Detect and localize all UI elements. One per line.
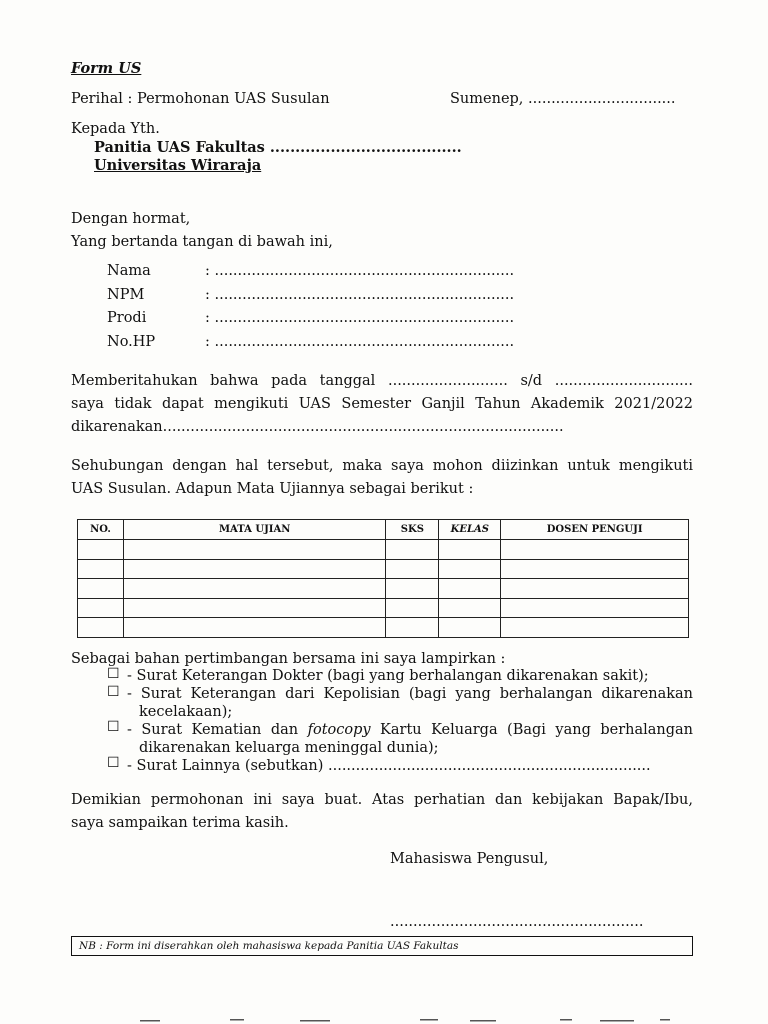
table-cell xyxy=(386,598,439,618)
table-cell xyxy=(123,540,385,560)
attachment-police-line2: kecelakaan); xyxy=(139,704,233,720)
table-row xyxy=(78,598,689,618)
field-value-prodi: : ................................................................. xyxy=(205,310,515,326)
para2-line2: UAS Susulan. Adapun Mata Ujiannya sebagai berikut : xyxy=(71,481,474,497)
table-cell xyxy=(123,618,385,638)
field-label-nama: Nama xyxy=(107,263,151,279)
table-row xyxy=(78,540,689,560)
table-cell xyxy=(123,598,385,618)
attachment-death-line2: dikarenakan keluarga meninggal dunia); xyxy=(139,740,439,756)
table-cell xyxy=(501,579,689,599)
table-cell xyxy=(386,579,439,599)
attachment-other: - Surat Lainnya (sebutkan) ...................................................................... xyxy=(127,758,651,774)
checkbox-icon: ☐ xyxy=(107,755,120,771)
table-cell xyxy=(386,540,439,560)
header-mata-ujian: MATA UJIAN xyxy=(123,520,385,540)
field-label-nohp: No.HP xyxy=(107,334,156,350)
attachment-death-pre: - Surat Kematian dan xyxy=(127,722,308,738)
table-cell xyxy=(439,559,501,579)
table-cell xyxy=(501,598,689,618)
table-cell xyxy=(501,559,689,579)
checkbox-icon: ☐ xyxy=(107,666,120,682)
header-dosen-penguji: DOSEN PENGUJI xyxy=(501,520,689,540)
checkbox-icon: ☐ xyxy=(107,684,120,700)
table-cell xyxy=(439,579,501,599)
table-cell xyxy=(78,618,124,638)
recipient-committee: Panitia UAS Fakultas ...................................... xyxy=(94,139,462,156)
scan-artifact xyxy=(0,1016,768,1024)
field-value-nohp: : ................................................................. xyxy=(205,334,515,350)
closing-line1: Demikian permohonan ini saya buat. Atas perhatian dan kebijakan Bapak/Ibu, xyxy=(71,792,693,808)
table-header-row xyxy=(78,520,689,540)
table-cell xyxy=(78,559,124,579)
table-cell xyxy=(439,540,501,560)
table-cell xyxy=(386,559,439,579)
table-cell xyxy=(78,579,124,599)
attachment-death-post: Kartu Keluarga (Bagi yang berhalangan xyxy=(370,722,693,738)
table-cell xyxy=(78,598,124,618)
table-row xyxy=(78,618,689,638)
attachment-death-line1 xyxy=(127,722,693,738)
note-box xyxy=(71,936,693,956)
field-label-npm: NPM xyxy=(107,287,145,303)
table-cell xyxy=(501,618,689,638)
table-cell xyxy=(439,618,501,638)
table-row xyxy=(78,559,689,579)
para1-line2: saya tidak dapat mengikuti UAS Semester Ganjil Tahun Akademik 2021/2022 xyxy=(71,396,693,412)
greeting: Dengan hormat, xyxy=(71,211,191,227)
perihal-line: Perihal : Permohonan UAS Susulan xyxy=(71,91,330,107)
table-cell xyxy=(123,559,385,579)
signature-title: Mahasiswa Pengusul, xyxy=(390,851,549,867)
place-date: Sumenep, ................................ xyxy=(450,91,676,107)
table-cell xyxy=(78,540,124,560)
table-cell xyxy=(123,579,385,599)
checkbox-icon: ☐ xyxy=(107,719,120,735)
para1-line3: dikarenakan....................................................................................... xyxy=(71,419,564,435)
field-label-prodi: Prodi xyxy=(107,310,147,326)
attachment-police-line1: - Surat Keterangan dari Kepolisian (bagi yang berhalangan dikarenakan xyxy=(127,686,693,702)
header-no: NO. xyxy=(78,520,124,540)
intro-line: Yang bertanda tangan di bawah ini, xyxy=(71,234,333,250)
table-row xyxy=(78,579,689,599)
attachment-doctor: - Surat Keterangan Dokter (bagi yang berhalangan dikarenakan sakit); xyxy=(127,668,649,684)
closing-line2: saya sampaikan terima kasih. xyxy=(71,815,289,831)
kepada-line: Kepada Yth. xyxy=(71,121,160,137)
form-title: Form US xyxy=(71,60,142,77)
field-value-nama: : ................................................................. xyxy=(205,263,515,279)
table-cell xyxy=(439,598,501,618)
attachment-death-italic: fotocopy xyxy=(307,722,371,738)
table-cell xyxy=(386,618,439,638)
table-cell xyxy=(501,540,689,560)
para1-line1: Memberitahukan bahwa pada tanggal .......................... s/d .............................. xyxy=(71,373,693,389)
attachments-intro: Sebagai bahan pertimbangan bersama ini saya lampirkan : xyxy=(71,651,506,667)
note-text: NB : Form ini diserahkan oleh mahasiswa kepada Panitia UAS Fakultas xyxy=(79,940,459,952)
header-sks: SKS xyxy=(386,520,439,540)
signature-line: ....................................................... xyxy=(390,914,644,930)
field-value-npm: : ................................................................. xyxy=(205,287,515,303)
header-kelas: KELAS xyxy=(439,520,501,540)
recipient-university: Universitas Wiraraja xyxy=(94,157,262,174)
para2-line1: Sehubungan dengan hal tersebut, maka saya mohon diizinkan untuk mengikuti xyxy=(71,458,693,474)
exam-table xyxy=(77,519,689,638)
